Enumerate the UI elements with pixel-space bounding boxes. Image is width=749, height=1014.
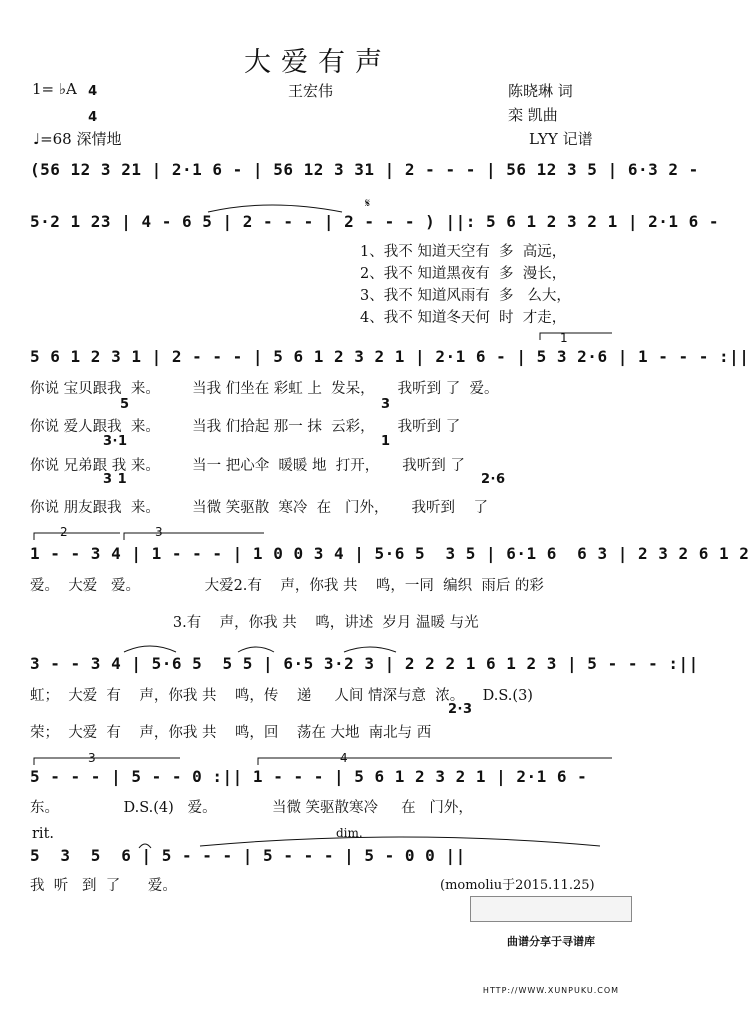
- alt-note-2-6: 2·6: [481, 472, 506, 487]
- alt-note-5: 5: [120, 397, 130, 412]
- dim-marking: dim.: [336, 826, 363, 840]
- lyric-row-4-1: 爱。 大爱 爱。 大爱2.有 声，你我 共 鸣，一同 编织 雨后 的彩: [30, 578, 544, 594]
- lyric-row-3-2: 你说 爱人跟我 来。 当我 们拾起 那一 抹 云彩， 我听到 了: [30, 419, 461, 435]
- tuplet-bracket: [34, 758, 180, 765]
- tuplet-3-label: 3: [88, 751, 96, 765]
- notation-row-2: 5·2 1 23 | 4 - 6 5 | 2 - - - | 2 - - - ) ||: 5 6 1 2 3 2 1 | 2·1 6 -: [30, 212, 720, 231]
- rit-marking: rit.: [32, 826, 55, 842]
- volta-4-label: 4: [340, 751, 348, 765]
- tempo-marking: ♩=68 深情地: [33, 130, 122, 148]
- song-title: 大爱有声: [244, 47, 392, 78]
- transcription-credit: (momoliu于2015.11.25): [440, 878, 595, 893]
- lyric-row-5-2: 荣； 大爱 有 声，你我 共 鸣，回 荡在 大地 南北与 西: [30, 725, 432, 741]
- alt-note-3-1-bottom: 3 1: [103, 472, 128, 487]
- lyric-row-5-1: 虹； 大爱 有 声，你我 共 鸣，传 递 人间 情深与意 浓。 D.S.(3): [30, 688, 533, 704]
- lyric-row-3-4: 你说 朋友跟我 来。 当微 笑驱散 寒冷 在 门外， 我听到 了: [30, 500, 488, 516]
- watermark-url: HTTP://WWW.XUNPUKU.COM: [482, 986, 620, 995]
- time-bottom: 4: [88, 110, 98, 125]
- slur-row5-a: [124, 646, 176, 652]
- notation-row-7: 5 3 5 6 | 5 - - - | 5 - - - | 5 - 0 0 ||: [30, 846, 466, 865]
- volta-3-label: 3: [155, 525, 163, 539]
- singer: 王宏伟: [288, 82, 334, 100]
- notation-row-1: (56 12 3 21 | 2·1 6 - | 56 12 3 31 | 2 - - - | 56 12 3 5 | 6·3 2 -: [30, 160, 699, 179]
- lyric-row-6: 东。 D.S.(4) 爱。 当微 笑驱散寒冷 在 门外，: [30, 800, 473, 816]
- alt-note-3-1-top: 3·1: [103, 434, 128, 449]
- time-top: 4: [88, 84, 98, 99]
- slur-row5-c: [344, 647, 396, 652]
- key-signature: 1= ♭A: [32, 80, 77, 98]
- slur-row2: [208, 205, 342, 212]
- notation-row-5: 3 - - 3 4 | 5·6 5 5 5 | 6·5 3·2 3 | 2 2 2 1 6 1 2 3 | 5 - - - :||: [30, 654, 699, 673]
- verse-2: 2、我不 知道黑夜有 多 漫长，: [360, 266, 567, 282]
- volta-2-label: 2: [60, 525, 68, 539]
- alt-note-3: 3: [381, 397, 391, 412]
- notation-row-3: 5 6 1 2 3 1 | 2 - - - | 5 6 1 2 3 2 1 | 2·1 6 - | 5 3 2·6 | 1 - - - :||: [30, 347, 749, 366]
- lyric-row-3-3: 你说 兄弟跟 我 来。 当一 把心伞 暖暖 地 打开， 我听到 了: [30, 458, 465, 474]
- alt-note-2-3: 2·3: [448, 702, 473, 717]
- lyric-row-3-1: 你说 宝贝跟我 来。 当我 们坐在 彩虹 上 发呆， 我听到 了 爱。: [30, 381, 499, 397]
- alt-note-1: 1: [381, 434, 391, 449]
- verse-4: 4、我不 知道冬天何 时 才走，: [360, 310, 567, 326]
- verse-3: 3、我不 知道风雨有 多 么大，: [360, 288, 571, 304]
- volta-1-label: 1: [560, 331, 568, 345]
- volta-4-bracket: [258, 758, 612, 765]
- volta-2-bracket: [34, 533, 120, 540]
- watermark-text: 曲谱分享于寻谱库: [507, 935, 595, 948]
- notation-row-4: 1 - - 3 4 | 1 - - - | 1 0 0 3 4 | 5·6 5 3 5 | 6·1 6 6 3 | 2 3 2 6 1 2: [30, 544, 749, 563]
- lyricist: 陈晓琳 词: [508, 82, 573, 100]
- lyric-row-4-2: 3.有 声，你我 共 鸣，讲述 岁月 温暖 与光: [30, 615, 479, 631]
- volta-1-bracket: [540, 333, 612, 340]
- verse-1: 1、我不 知道天空有 多 高远，: [360, 244, 567, 260]
- transcriber: LYY 记谱: [529, 130, 593, 148]
- segno-sign: 𝄋: [365, 196, 371, 210]
- lyric-row-7: 我 听 到 了 爱。: [30, 878, 177, 894]
- notation-row-6: 5 - - - | 5 - - 0 :|| 1 - - - | 5 6 1 2 3 2 1 | 2·1 6 -: [30, 767, 588, 786]
- volta-3-bracket: [124, 533, 264, 540]
- composer: 栾 凯曲: [508, 106, 558, 124]
- slur-row5-b: [238, 647, 274, 652]
- fermata-arc: [139, 844, 151, 848]
- dim-slur: [200, 837, 600, 846]
